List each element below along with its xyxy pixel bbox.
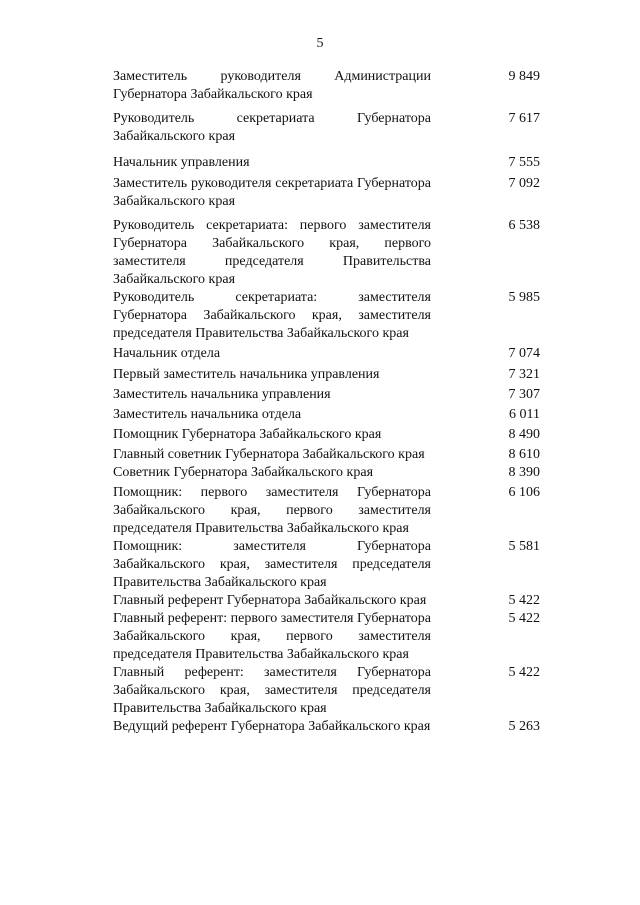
- salary-amount: 7 617: [508, 111, 540, 126]
- salary-amount: 5 422: [508, 665, 540, 680]
- salary-amount: 6 538: [508, 218, 540, 233]
- salary-table: [113, 68, 543, 736]
- table-row: [113, 386, 543, 404]
- position-title: Первый заместитель начальника управления: [113, 367, 380, 382]
- position-title: Руководитель секретариата Губернатора Забайкальского края: [113, 111, 431, 144]
- position-title: Главный референт: первого заместителя Губернатора Забайкальского края, первого заместителя председателя Правительства Забайкальского края: [113, 611, 432, 662]
- salary-amount: 5 422: [508, 611, 540, 626]
- salary-amount: 8 390: [508, 465, 540, 480]
- salary-amount: 7 321: [508, 367, 540, 382]
- salary-amount: 7 555: [508, 155, 540, 170]
- salary-amount: 5 422: [508, 593, 540, 608]
- salary-amount: 6 106: [508, 485, 540, 500]
- salary-amount: 7 074: [508, 346, 540, 361]
- table-row: [113, 464, 543, 482]
- salary-amount: 9 849: [508, 69, 540, 84]
- table-row: [113, 154, 543, 172]
- table-row: [113, 68, 543, 104]
- position-title: Заместитель начальника управления: [113, 387, 331, 402]
- table-row: [113, 289, 543, 343]
- position-title: Руководитель секретариата: заместителя Губернатора Забайкальского края, заместителя председателя Правительства Забайкальского края: [113, 290, 431, 341]
- salary-amount: 7 307: [508, 387, 540, 402]
- table-row: [113, 345, 543, 363]
- position-title: Помощник: заместителя Губернатора Забайкальского края, заместителя председателя Правительства Забайкальского края: [113, 539, 431, 590]
- salary-amount: 6 011: [509, 407, 540, 422]
- salary-amount: 7 092: [508, 176, 540, 191]
- table-row: [113, 718, 543, 736]
- table-row: [113, 426, 543, 444]
- table-row: [113, 484, 543, 538]
- salary-amount: 5 263: [508, 719, 540, 734]
- position-title: Ведущий референт Губернатора Забайкальского края: [113, 719, 431, 734]
- table-row: [113, 110, 543, 146]
- position-title: Советник Губернатора Забайкальского края: [113, 465, 374, 480]
- salary-amount: 5 581: [508, 539, 540, 554]
- table-row: [113, 366, 543, 384]
- position-title: Помощник: первого заместителя Губернатора Забайкальского края, первого заместителя председателя Правительства Забайкальского края: [113, 485, 431, 536]
- table-row: [113, 406, 543, 424]
- position-title: Начальник управления: [113, 155, 250, 170]
- position-title: Главный референт: заместителя Губернатора Забайкальского края, заместителя председателя Правительства Забайкальского края: [113, 665, 431, 716]
- table-row: [113, 446, 543, 464]
- table-row: [113, 538, 543, 592]
- position-title: Помощник Губернатора Забайкальского края: [113, 427, 382, 442]
- table-row: [113, 664, 543, 718]
- salary-amount: 5 985: [508, 290, 540, 305]
- position-title: Заместитель руководителя Администрации Губернатора Забайкальского края: [113, 69, 431, 102]
- position-title: Главный референт Губернатора Забайкальского края: [113, 593, 427, 608]
- position-title: Главный советник Губернатора Забайкальского края: [113, 447, 425, 462]
- table-row: [113, 175, 543, 211]
- salary-amount: 8 610: [508, 447, 540, 462]
- position-title: Начальник отдела: [113, 346, 221, 361]
- table-row: [113, 610, 543, 664]
- position-title: Заместитель начальника отдела: [113, 407, 302, 422]
- table-row: [113, 592, 543, 610]
- salary-amount: 8 490: [508, 427, 540, 442]
- page-number: 5: [316, 36, 324, 51]
- position-title: Руководитель секретариата: первого заместителя Губернатора Забайкальского края, первого заместителя председателя Правительства Забайкальского края: [113, 218, 431, 287]
- table-row: [113, 217, 543, 289]
- position-title: Заместитель руководителя секретариата Губернатора Забайкальского края: [113, 176, 431, 209]
